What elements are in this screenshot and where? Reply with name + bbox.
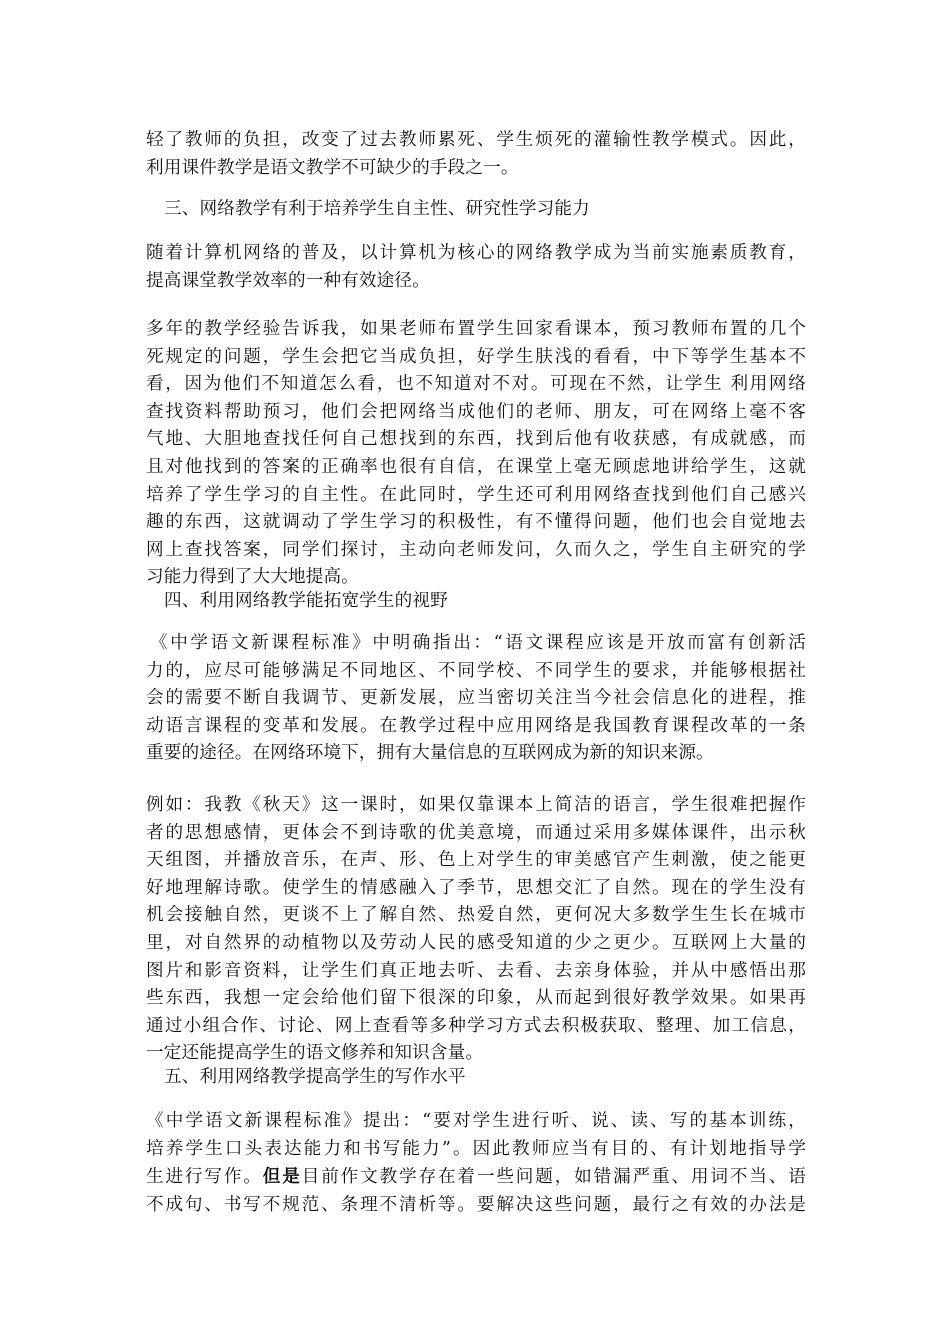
text-line: 培养了学生学习的自主性。在此同时，学生还可利用网络查找到他们自己感兴 <box>146 484 806 505</box>
text-segment: 目前作文教学存在着一些问题，如错漏严重、用词不当、语 <box>301 1167 807 1188</box>
text-line: 些东西，我想一定会给他们留下很深的印象，从而起到很好教学效果。如果再 <box>146 988 806 1009</box>
text-line: 图片和影音资料，让学生们真正地去听、去看、去亲身体验，并从中感悟出那 <box>146 960 806 981</box>
text-line-with-bold <box>146 1163 806 1192</box>
paragraph-intro-continuation <box>146 127 806 182</box>
text-line: 查找资料帮助预习，他们会把网络当成他们的老师、朋友，可在网络上毫不客 <box>146 401 806 422</box>
paragraph-curriculum-standard <box>146 630 806 768</box>
paragraph-autumn-example <box>146 792 806 1068</box>
text-line: 轻了教师的负担，改变了过去教师累死、学生烦死的灌输性教学模式。因此， <box>146 130 806 150</box>
section-heading-3 <box>146 196 806 224</box>
text-line: 习能力得到了大大地提高。 <box>146 567 359 588</box>
text-line: 《中学语文新课程标准》中明确指出：“语文课程应该是开放而富有创新活 <box>150 633 806 653</box>
text-line: 多年的教学经验告诉我，如果老师布置学生回家看课本，预习教师布置的几个 <box>146 319 806 339</box>
text-line: 《中学语文新课程标准》提出：“要对学生进行听、说、读、写的基本训练， <box>146 1111 806 1131</box>
text-line: 气地、大胆地查找任何自己想找到的东西，找到后他有收获感，有成就感，而 <box>146 429 806 450</box>
text-line: 通过小组合作、讨论、网上查看等多种学习方式去积极获取、整理、加工信息， <box>146 1015 806 1036</box>
text-line: 利用课件教学是语文教学不可缺少的手段之一。 <box>146 157 519 178</box>
text-line: 培养学生口头表达能力和书写能力”。因此教师应当有目的、有计划地指导学 <box>146 1138 806 1159</box>
text-line: 随着计算机网络的普及，以计算机为核心的网络教学成为当前实施素质教育， <box>146 243 806 263</box>
text-line: 会的需要不断自我调节、更新发展，应当密切关注当今社会信息化的进程，推 <box>146 688 806 709</box>
heading-text: 三、网络教学有利于培养学生自主性、研究性学习能力 <box>164 199 590 219</box>
text-line: 不成句、书写不规范、条理不清析等。要解决这些问题，最行之有效的办法是 <box>146 1194 806 1215</box>
paragraph-writing-level <box>146 1108 806 1219</box>
text-line: 例如：我教《秋天》这一课时，如果仅靠课本上简洁的语言，学生很难把握作 <box>146 795 806 815</box>
section-heading-5 <box>146 1064 806 1092</box>
text-line: 动语言课程的变革和发展。在教学过程中应用网络是我国教育课程改革的一条 <box>146 715 806 736</box>
text-line: 趣的东西，这就调动了学生学习的积极性，有不懂得问题，他们也会自觉地去 <box>146 512 806 533</box>
text-line: 且对他找到的答案的正确率也很有自信，在课堂上毫无顾虑地讲给学生，这就 <box>146 456 806 477</box>
text-line: 者的思想感情，更体会不到诗歌的优美意境，而通过采用多媒体课件，出示秋 <box>146 822 806 843</box>
heading-text: 五、利用网络教学提高学生的写作水平 <box>164 1067 466 1087</box>
section-heading-4 <box>146 588 806 616</box>
heading-text: 四、利用网络教学能拓宽学生的视野 <box>164 591 448 611</box>
paragraph-network-teaching <box>146 240 806 295</box>
text-line: 力的，应尽可能够满足不同地区、不同学校、不同学生的要求，并能够根据社 <box>146 660 806 681</box>
text-line: 死规定的问题，学生会把它当成负担，好学生肤浅的看看，中下等学生基本不 <box>146 346 806 367</box>
text-line: 网上查找答案，同学们探讨，主动向老师发问，久而久之，学生自主研究的学 <box>146 539 806 560</box>
text-line: 一定还能提高学生的语文修养和知识含量。 <box>146 1043 484 1064</box>
text-line: 看，因为他们不知道怎么看，也不知道对不对。可现在不然，让学生 利用网络 <box>146 374 806 395</box>
text-line: 重要的途径。在网络环境下，拥有大量信息的互联网成为新的知识来源。 <box>146 743 714 764</box>
text-segment: 生进行写作。 <box>146 1167 263 1188</box>
paragraph-teaching-experience <box>146 316 806 592</box>
text-line: 好地理解诗歌。使学生的情感融入了季节，思想交汇了自然。现在的学生没有 <box>146 877 806 898</box>
text-line: 机会接触自然，更谈不上了解自然、热爱自然，更何况大多数学生生长在城市 <box>146 905 806 926</box>
text-line: 里，对自然界的动植物以及劳动人民的感受知道的少之更少。互联网上大量的 <box>146 932 806 953</box>
bold-word: 但是 <box>262 1166 302 1188</box>
text-line: 提高课堂教学效率的一种有效途径。 <box>146 270 430 291</box>
text-line: 天组图，并播放音乐，在声、形、色上对学生的审美感官产生刺激，使之能更 <box>146 850 806 871</box>
